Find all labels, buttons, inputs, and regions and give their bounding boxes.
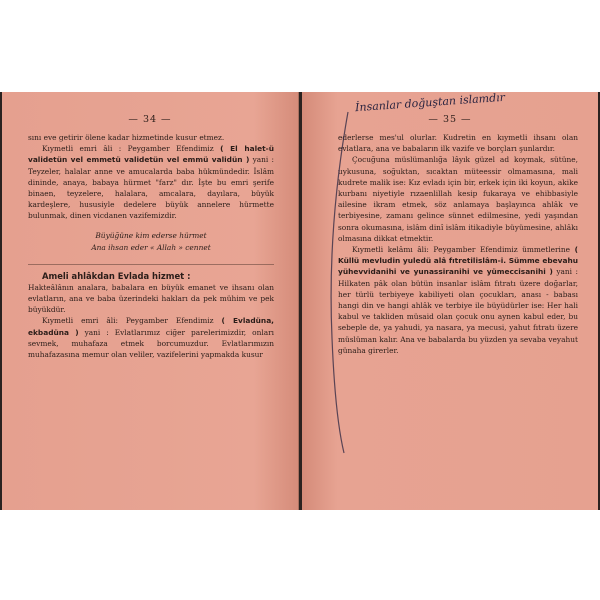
bold-quote: ( Evladüna, ekbadüna ) xyxy=(28,316,274,337)
left-page-text xyxy=(28,132,274,360)
section-heading: Ameli ahlâkdan Evlada hizmet : xyxy=(42,270,191,281)
verse-line: Ana ihsan eder « Allah » cennet xyxy=(91,242,211,252)
bold-quote: ( Küllü mevludin yuledü alâ fıtretilislâm-i. Sümme ebevahu yühevvidanihi ve yunassiranihi ve yümeccisanihi ) xyxy=(338,245,578,277)
paragraph: Kıymetli kelâmı âli: Peygamber Efendimiz ümmetlerine ( Küllü mevludin yuledü alâ fıtretilislâm-i. Sümme ebevahu yühevvidanihi ve yunassiranihi ve yümeccisanihi ) yani : Hilkaten pâk olan bütün insanlar islâm fıtratı üzere doğarlar, her türlü terbiyeye kabiliyeti olan çocukları, anası - babası hangi din ve hangi ahlâk ve terbiye ile büyüdürler ise: Her hali kabul ve takliden müsaid olan çocuk onu aynen kabul eder, bu sebeple de, ya yahudi, ya nasara, ya mecusi, yahut fıtratı üzere müslüman kalır. Ana ve babalarda bu yüzden ya sevaba veyahut günaha girerler. xyxy=(338,245,578,355)
paragraph: Hakteâlânın analara, babalara en büyük emanet ve ihsanı olan evlatların, ana ve baba üzerindeki hakları da pek mühim ve pek büyükdür. xyxy=(28,282,274,315)
verse xyxy=(28,230,274,254)
left-page xyxy=(2,92,299,510)
pen-margin-mark xyxy=(318,108,358,458)
verse-line: Büyüğüne kim ederse hürmet xyxy=(95,230,207,240)
open-book xyxy=(0,92,600,510)
right-page-text xyxy=(338,132,578,356)
handwritten-note: İnsanlar doğuştan islamdır xyxy=(354,90,506,115)
page-number-left: — 34 — xyxy=(128,114,172,125)
paragraph: Kıymetli emri âli: Peygamber Efendimiz ( Evladüna, ekbadüna ) yani : Evlatlarımız ciğer parelerimizdir, onları sevmek, muhafaza etmek borcumuzdur. Evlatlarımızın muhafazasına memur olan veliler, vazifelerini yapmakda kusur xyxy=(28,316,275,360)
paragraph: Kıymetli emri âli : Peygamber Efendimiz ( El halet-ü validetün vel emmetü validetün vel emmü validün ) yani : Teyzeler, halalar anne ve amucalarda baba hükmündedir. İslâm dininde, anaya, babaya hürmet "farz" dır. İşte bu emri şerife binaen, teyzelere, halalara, amcalara, dayılara, büyük kardeşlere, hususiyle dedelere büyük annelere hürmette bulunmak, dinen vicdanen vazifemizdir. xyxy=(28,144,275,221)
paragraph: Çocuğuna müslümanlığa lâyık güzel ad koymak, sütüne, uykusuna, soğuktan, sıcaktan müteessir olmamasına, mali kudrete malik ise: Kız evladı için bir, erkek için iki koyun, akike kurbanı niyetiyle rızaenlillah kesip fukaraya ve ehibbasiyle ailesine ikram etmek, söz anlamaya başlayınca ahlâk ve terbiyesine, zamanı gelince sünnet edilmesine, yedi yaşından sonra okumasına, islâm dinî islâm itikadiyle büyümesine, ahlâkı olmasına dikkat etmektir. xyxy=(338,155,578,243)
divider xyxy=(28,264,274,265)
page-number-right: — 35 — xyxy=(428,114,472,125)
paragraph: sını eve getirir ölene kadar hizmetinde kusur etmez. xyxy=(28,133,225,142)
paragraph: ederlerse mes'ul olurlar. Kudretin en kıymetli ihsanı olan evlatlara, ana ve babaların ilk vazife ve borçları şunlardır. xyxy=(338,133,578,154)
bold-quote: ( El halet-ü validetün vel emmetü validetün vel emmü validün ) xyxy=(28,144,275,165)
